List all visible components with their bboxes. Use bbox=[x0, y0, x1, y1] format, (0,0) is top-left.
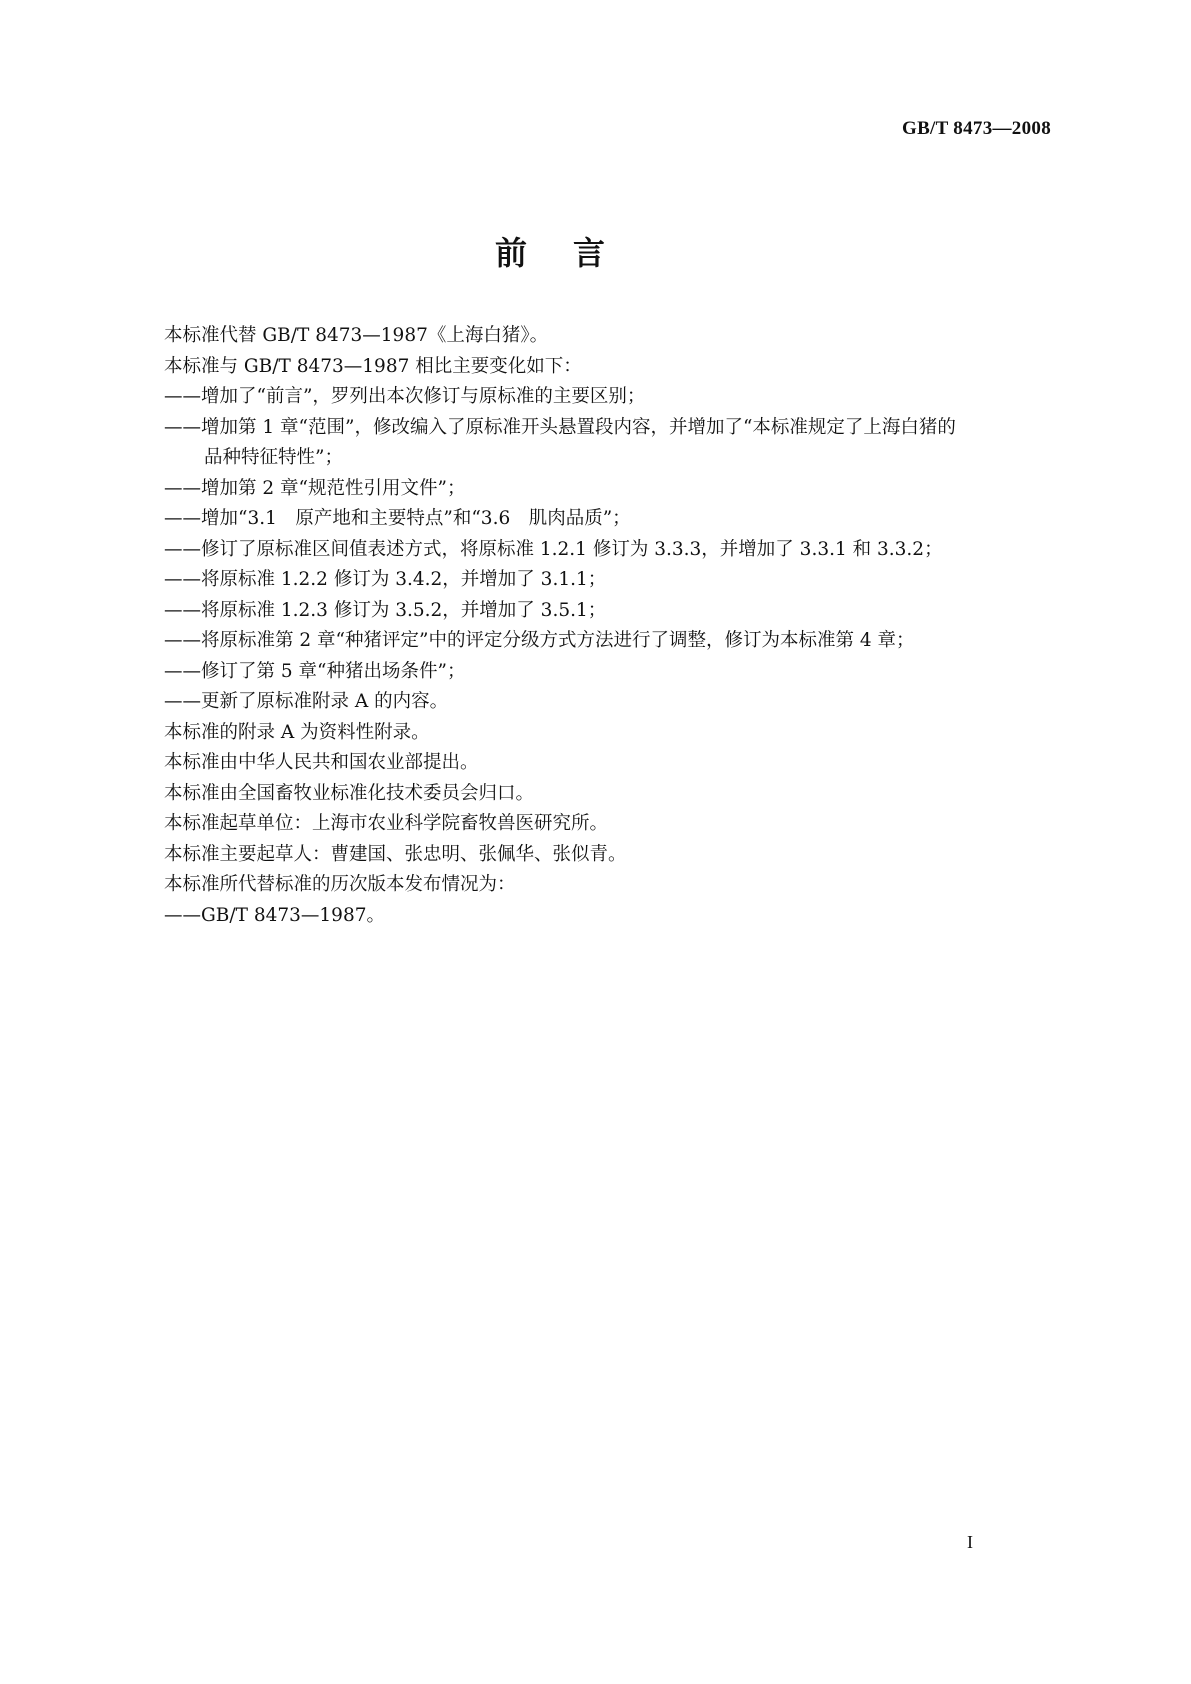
paragraph-line: 本标准的附录 A 为资料性附录。 bbox=[164, 721, 430, 743]
standard-code: GB/T 8473—2008 bbox=[901, 118, 1051, 139]
page-number: I bbox=[967, 1532, 973, 1552]
paragraph-line: 本标准由中华人民共和国农业部提出。 bbox=[164, 752, 479, 773]
list-item: ——增加第 1 章“范围”，修改编入了原标准开头悬置段内容，并增加了“本标准规定了上海白猪的 bbox=[164, 416, 956, 438]
list-item: ——GB/T 8473—1987。 bbox=[164, 904, 385, 926]
paragraph-line: 本标准所代替标准的历次版本发布情况为： bbox=[164, 874, 516, 895]
page-title: 前言 bbox=[494, 234, 651, 272]
list-item-continuation: 品种特征特性”； bbox=[204, 447, 343, 468]
list-item: ——修订了第 5 章“种猪出场条件”； bbox=[164, 660, 466, 682]
paragraph-line: 本标准代替 GB/T 8473—1987《上海白猪》。 bbox=[164, 325, 549, 346]
list-item: ——将原标准 1.2.3 修订为 3.5.2，并增加了 3.5.1； bbox=[164, 599, 607, 621]
paragraph-line: 本标准起草单位：上海市农业科学院畜牧兽医研究所。 bbox=[164, 813, 609, 834]
list-item: ——更新了原标准附录 A 的内容。 bbox=[164, 691, 449, 712]
paragraph-line: 本标准主要起草人：曹建国、张忠明、张佩华、张似青。 bbox=[164, 843, 627, 865]
list-item: ——增加了“前言”，罗列出本次修订与原标准的主要区别； bbox=[164, 386, 646, 407]
list-item: ——增加第 2 章“规范性引用文件”； bbox=[164, 477, 466, 499]
foreword-body bbox=[164, 321, 1064, 931]
list-item: ——将原标准第 2 章“种猪评定”中的评定分级方式方法进行了调整，修订为本标准第 4 章； bbox=[164, 630, 915, 651]
paragraph-line: 本标准与 GB/T 8473—1987 相比主要变化如下： bbox=[164, 355, 582, 377]
list-item: ——将原标准 1.2.2 修订为 3.4.2，并增加了 3.1.1； bbox=[164, 569, 607, 590]
list-item: ——修订了原标准区间值表述方式，将原标准 1.2.1 修订为 3.3.3，并增加了 3.3.1 和 3.3.2； bbox=[164, 538, 943, 560]
list-item: ——增加“3.1 原产地和主要特点”和“3.6 肌肉品质”； bbox=[164, 508, 631, 529]
paragraph-line: 本标准由全国畜牧业标准化技术委员会归口。 bbox=[164, 782, 535, 804]
